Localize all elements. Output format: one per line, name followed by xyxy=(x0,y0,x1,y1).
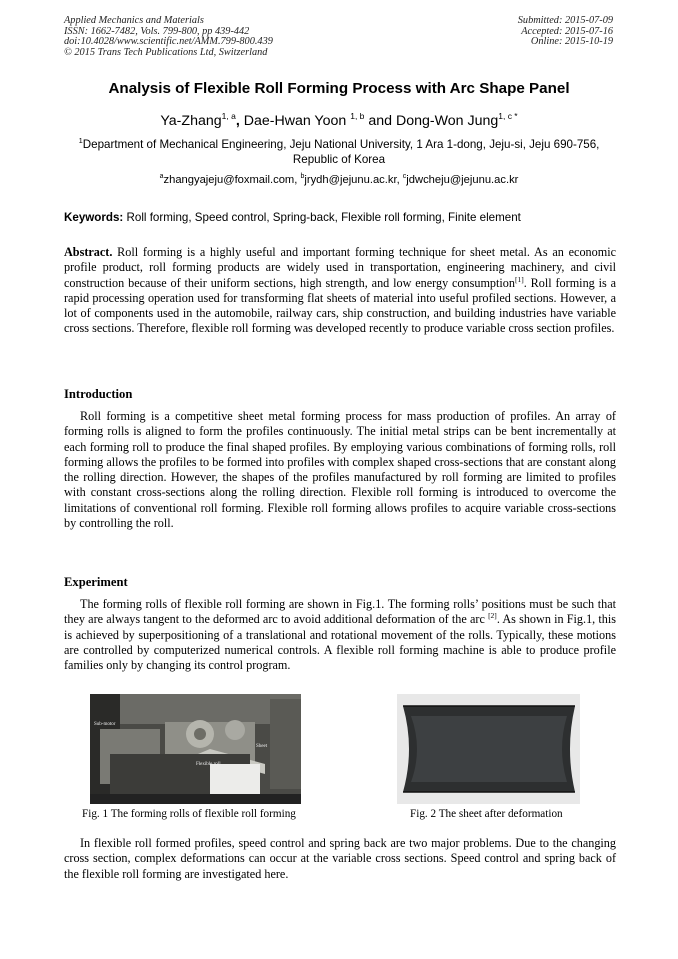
figure-label: Sub-motor xyxy=(94,722,116,727)
introduction-paragraph: Roll forming is a competitive sheet metal forming process for mass production of profiles. An array of forming rolls is aligned to form the profiles continuously. The initial metal strips can be bent incrementally at each forming roll to produce the final shaped profiles. By employing various combinations of forming rolls, roll forming allows the profiles to be formed into profiles with complex shaped cross-sections that are constant along the rolling direction. However, the shapes of the profiles manufactured by roll forming are limited to profiles with constant cross-sections along the rolling direction. Flexible roll forming is introduced to overcome the limitations of conventional roll forming. Flexible roll forming allows profiles to acquire variable cross-sections by controlling the roll. xyxy=(64,409,616,531)
affiliation-text: Department of Mechanical Engineering, Jeju National University, 1 Ara 1-dong, Jeju-si, Jeju 690-756, Republic of Korea xyxy=(82,138,600,166)
keywords xyxy=(64,211,616,224)
deformed-sheet-image xyxy=(397,694,580,804)
experiment-text: . As shown in Fig.1, this is achieved by superpositioning of a translational and rotational movement of the rolls. Typically, these motions are controlled by computerized numerical controls. A flexible roll forming machine is able to produce profile families only by changing its control program. xyxy=(64,612,617,673)
affiliation-mark: 1 xyxy=(78,136,83,145)
affiliation xyxy=(70,138,608,167)
author-affiliation-mark: 1, a xyxy=(221,111,236,121)
author-list: Ya-Zhang$^{1, a}$, Dae-Hwan Yoon $^{1, b}$ and Dong-Won Jung$^{1, c *}$ xyxy=(160,111,518,129)
journal-info xyxy=(64,16,273,58)
citation-ref[interactable]: [2] xyxy=(488,611,497,621)
experiment-paragraph xyxy=(64,597,616,673)
email-link[interactable]: zhangyajeju@foxmail.com xyxy=(163,174,295,186)
accepted-date: Accepted: 2015-07-16 xyxy=(521,25,613,37)
experiment-text: The forming rolls of flexible roll forming are shown in Fig.1. The forming rolls’ positions must be such that they are always tangent to the deformed arc to avoid additional deformation of the arc xyxy=(64,597,616,627)
figure-caption: Fig. 2 The sheet after deformation xyxy=(410,808,563,820)
submission-dates xyxy=(518,16,613,48)
section-heading-experiment: Experiment xyxy=(64,575,128,589)
figure-forming-rolls-photo xyxy=(90,694,301,804)
citation-ref[interactable]: [1] xyxy=(515,274,524,284)
journal-copyright: © 2015 Trans Tech Publications Ltd, Switzerland xyxy=(64,46,268,58)
author-name: Ya-Zhang xyxy=(160,113,222,129)
keywords-label: Keywords: xyxy=(64,211,124,224)
email-mark: b xyxy=(300,173,305,180)
author-affiliation-mark: 1, b xyxy=(350,111,365,121)
abstract-label: Abstract. xyxy=(64,245,113,259)
figure-caption: Fig. 1 The forming rolls of flexible roll forming xyxy=(82,808,296,820)
email-mark: c xyxy=(402,173,407,180)
journal-issn: ISSN: 1662-7482, Vols. 799-800, pp 439-442 xyxy=(64,25,250,37)
forming-rolls-image xyxy=(90,694,301,804)
closing-paragraph: In flexible roll formed profiles, speed control and spring back are two major problems. Due to the changing cross section, complex deformations can occur at the variable cross sections. Speed control and spring back of the flexible roll forming are investigated here. xyxy=(64,836,616,881)
figure-deformed-sheet-photo xyxy=(397,694,580,804)
author-conjunction: and xyxy=(368,113,393,129)
abstract-text: . Roll forming is a rapid processing operation used for transforming flat sheets of material into useful profiled sections. However, a lot of components used in the automobile, railway cars, ship construction, and building industries have variable cross sections. Therefore, flexible roll forming was developed recently to produce variable cross section profiles. xyxy=(64,275,616,336)
abstract xyxy=(64,245,616,337)
online-date: Online: 2015-10-19 xyxy=(530,36,613,48)
author-name: Dong-Won Jung xyxy=(395,113,499,129)
email-link[interactable]: jdwcheju@jejunu.ac.kr xyxy=(406,174,519,186)
paper-title: Analysis of Flexible Roll Forming Process with Arc Shape Panel xyxy=(108,80,570,97)
journal-name: Applied Mechanics and Materials xyxy=(64,15,204,26)
email-link[interactable]: jrydh@jejunu.ac.kr xyxy=(304,174,397,186)
figure-label: Flexible roll xyxy=(196,762,221,767)
author-emails: $^a$zhangyajeju@foxmail.com, $^b$jrydh@jejunu.ac.kr, $^c$jdwcheju@jejunu.ac.kr xyxy=(159,173,519,186)
section-heading-introduction: Introduction xyxy=(64,387,133,401)
submitted-date: Submitted: 2015-07-09 xyxy=(517,15,613,26)
keywords-text: Roll forming, Speed control, Spring-back, Flexible roll forming, Finite element xyxy=(126,211,521,224)
figure-label: Sheet xyxy=(256,744,268,749)
author-name: Dae-Hwan Yoon xyxy=(243,113,347,129)
author-affiliation-mark: 1, c * xyxy=(498,111,518,121)
abstract-text: Roll forming is a highly useful and important forming technique for sheet metal. As an economic profile product, roll forming products are widely used in transportation, engineering machinery, and civil construction because of their uniform sections, high strength, and low energy consumption xyxy=(64,245,616,290)
email-mark: a xyxy=(159,173,164,180)
journal-doi: doi:10.4028/www.scientific.net/AMM.799-800.439 xyxy=(64,36,273,48)
